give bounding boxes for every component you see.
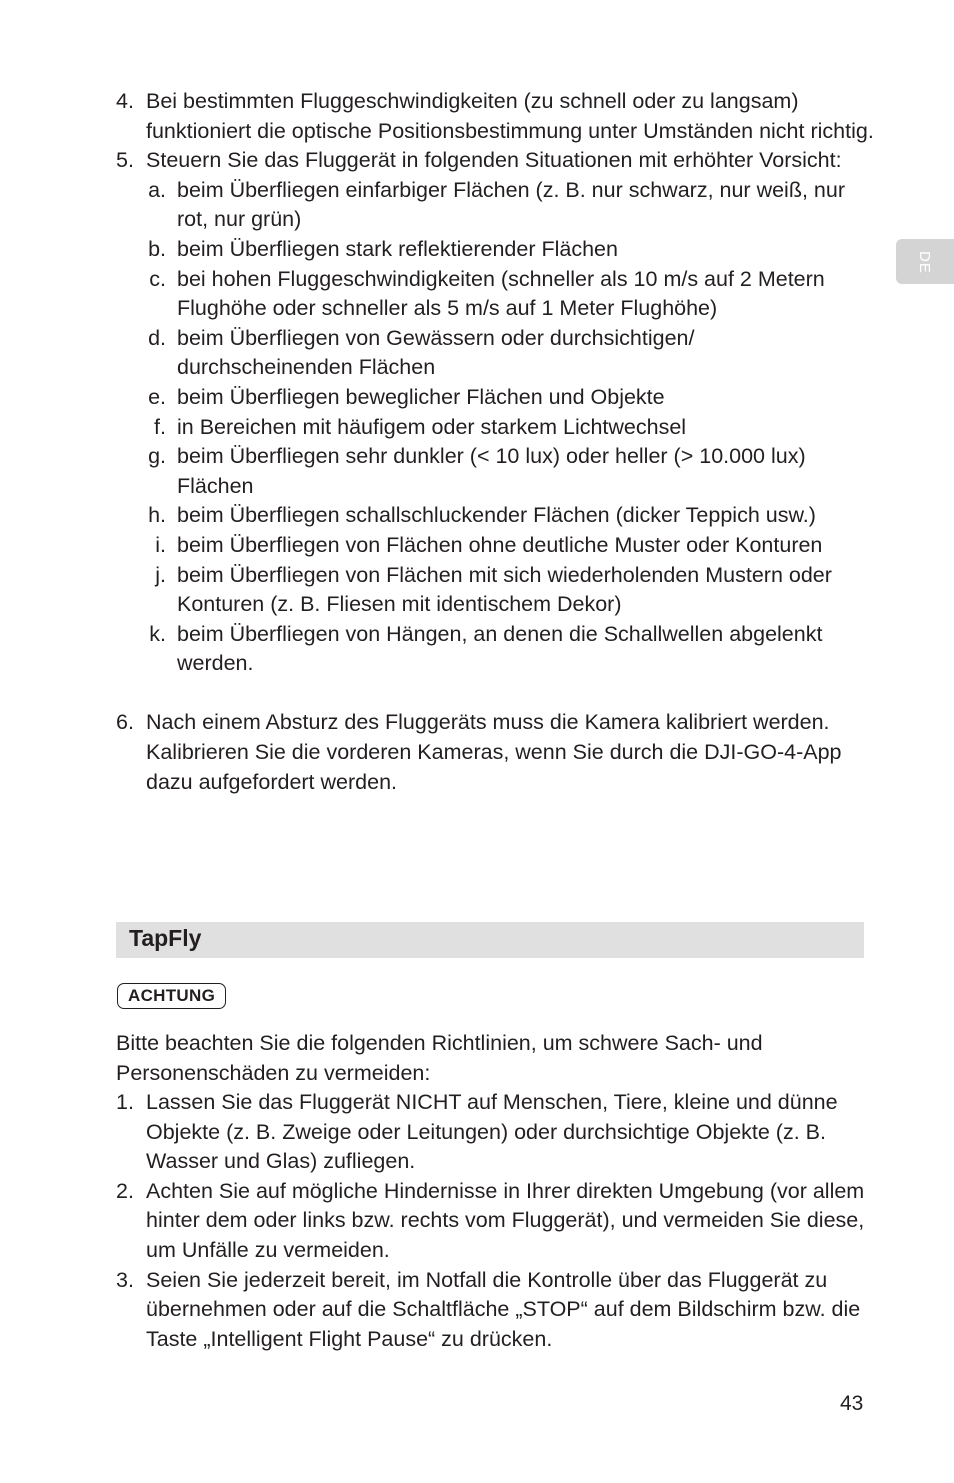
sub-item-e <box>146 383 876 413</box>
sub-item-b <box>146 235 876 265</box>
top-numbered-list <box>116 87 876 797</box>
list-number: 3. <box>116 1267 134 1292</box>
sub-text: beim Überfliegen beweglicher Flächen und Objekte <box>177 384 665 409</box>
sub-text: beim Überfliegen einfarbiger Flächen (z. B. nur schwarz, nur weiß, nur rot, nur grün) <box>177 177 845 232</box>
list-number: 6. <box>116 710 134 735</box>
section-title: TapFly <box>129 925 202 951</box>
list-number: 5. <box>116 148 134 173</box>
language-tab <box>896 239 954 284</box>
sub-text: beim Überfliegen sehr dunkler (< 10 lux) oder heller (> 10.000 lux) Flächen <box>177 444 806 498</box>
list-text: Lassen Sie das Fluggerät NICHT auf Menschen, Tiere, kleine und dünne Objekte (z. B. Zweige oder Leitungen) oder durchsichtige Objekte (z. B. Wasser und Glas) zufliegen. <box>146 1090 838 1174</box>
sub-number: j. <box>155 562 166 587</box>
list-text: Achten Sie auf mögliche Hindernisse in Ihrer direkten Umgebung (vor allem hinter dem oder links bzw. rechts vom Fluggerät), und vermeiden Sie diese, um Unfälle zu vermeiden. <box>146 1178 865 1262</box>
list-text: Bei bestimmten Fluggeschwindigkeiten (zu schnell oder zu langsam) funktioniert die optische Positionsbestimmung unter Umständen nicht richtig. <box>146 89 874 143</box>
sub-text: beim Überfliegen von Flächen mit sich wiederholenden Mustern oder Konturen (z. B. Fliesen mit identischem Dekor) <box>177 562 832 617</box>
list-text: Seien Sie jederzeit bereit, im Notfall die Kontrolle über das Fluggerät zu übernehmen oder auf die Schaltfläche „STOP“ auf dem Bildschirm bzw. die Taste „Intelligent Flight Pause“ zu drücken. <box>146 1267 861 1351</box>
list-text: Steuern Sie das Fluggerät in folgenden Situationen mit erhöhter Vorsicht: <box>146 148 842 173</box>
language-tab-label: DE <box>916 251 933 274</box>
sub-number: a. <box>148 177 166 202</box>
list-item-3 <box>116 1266 876 1355</box>
list-text: Nach einem Absturz des Fluggeräts muss die Kamera kalibriert werden. Kalibrieren Sie die vorderen Kameras, wenn Sie durch die DJI-GO-4-App dazu aufgefordert werden. <box>146 710 842 794</box>
sub-number: d. <box>148 325 166 350</box>
sub-item-f <box>146 413 876 443</box>
list-item-1 <box>116 1088 876 1177</box>
list-item-4 <box>116 87 876 146</box>
list-number: 2. <box>116 1178 134 1203</box>
sub-number: f. <box>154 414 166 439</box>
sub-item-d <box>146 324 876 383</box>
sub-number: e. <box>148 384 166 409</box>
sub-text: beim Überfliegen von Flächen ohne deutliche Muster oder Konturen <box>177 532 823 557</box>
sub-text: beim Überfliegen von Hängen, an denen die Schallwellen abgelenkt werden. <box>177 621 823 676</box>
sub-item-a <box>146 176 876 235</box>
bottom-numbered-list <box>116 1088 876 1354</box>
sub-number: k. <box>149 621 166 646</box>
sub-item-h <box>146 501 876 531</box>
section-header <box>116 922 864 958</box>
sub-number: h. <box>148 503 166 528</box>
sub-item-k <box>146 620 876 679</box>
list-item-6 <box>116 708 876 797</box>
list-item-2 <box>116 1177 876 1266</box>
sub-number: g. <box>148 444 166 469</box>
sub-number: i. <box>155 532 166 557</box>
list-number: 4. <box>116 89 134 113</box>
list-item-5 <box>116 146 876 679</box>
intro-paragraph: Bitte beachten Sie die folgenden Richtlinien, um schwere Sach- und Personenschäden zu vermeiden: <box>116 1031 763 1085</box>
sub-text: bei hohen Fluggeschwindigkeiten (schneller als 10 m/s auf 2 Metern Flughöhe oder schneller als 5 m/s auf 1 Meter Flughöhe) <box>177 266 825 321</box>
sub-item-c <box>146 265 876 324</box>
sub-list <box>146 176 876 679</box>
sub-text: beim Überfliegen stark reflektierender Flächen <box>177 236 618 261</box>
sub-text: in Bereichen mit häufigem oder starkem Lichtwechsel <box>177 414 687 439</box>
sub-number: b. <box>148 236 166 261</box>
sub-item-j <box>146 561 876 620</box>
list-number: 1. <box>116 1090 134 1114</box>
sub-item-g <box>146 442 876 501</box>
warning-badge: ACHTUNG <box>117 983 226 1009</box>
sub-number: c. <box>149 266 166 291</box>
list-spacer <box>116 679 876 709</box>
sub-item-i <box>146 531 876 561</box>
sub-text: beim Überfliegen schallschluckender Flächen (dicker Teppich usw.) <box>177 503 816 528</box>
sub-text: beim Überfliegen von Gewässern oder durchsichtigen/ durchscheinenden Flächen <box>177 325 695 380</box>
page-number: 43 <box>840 1392 864 1415</box>
